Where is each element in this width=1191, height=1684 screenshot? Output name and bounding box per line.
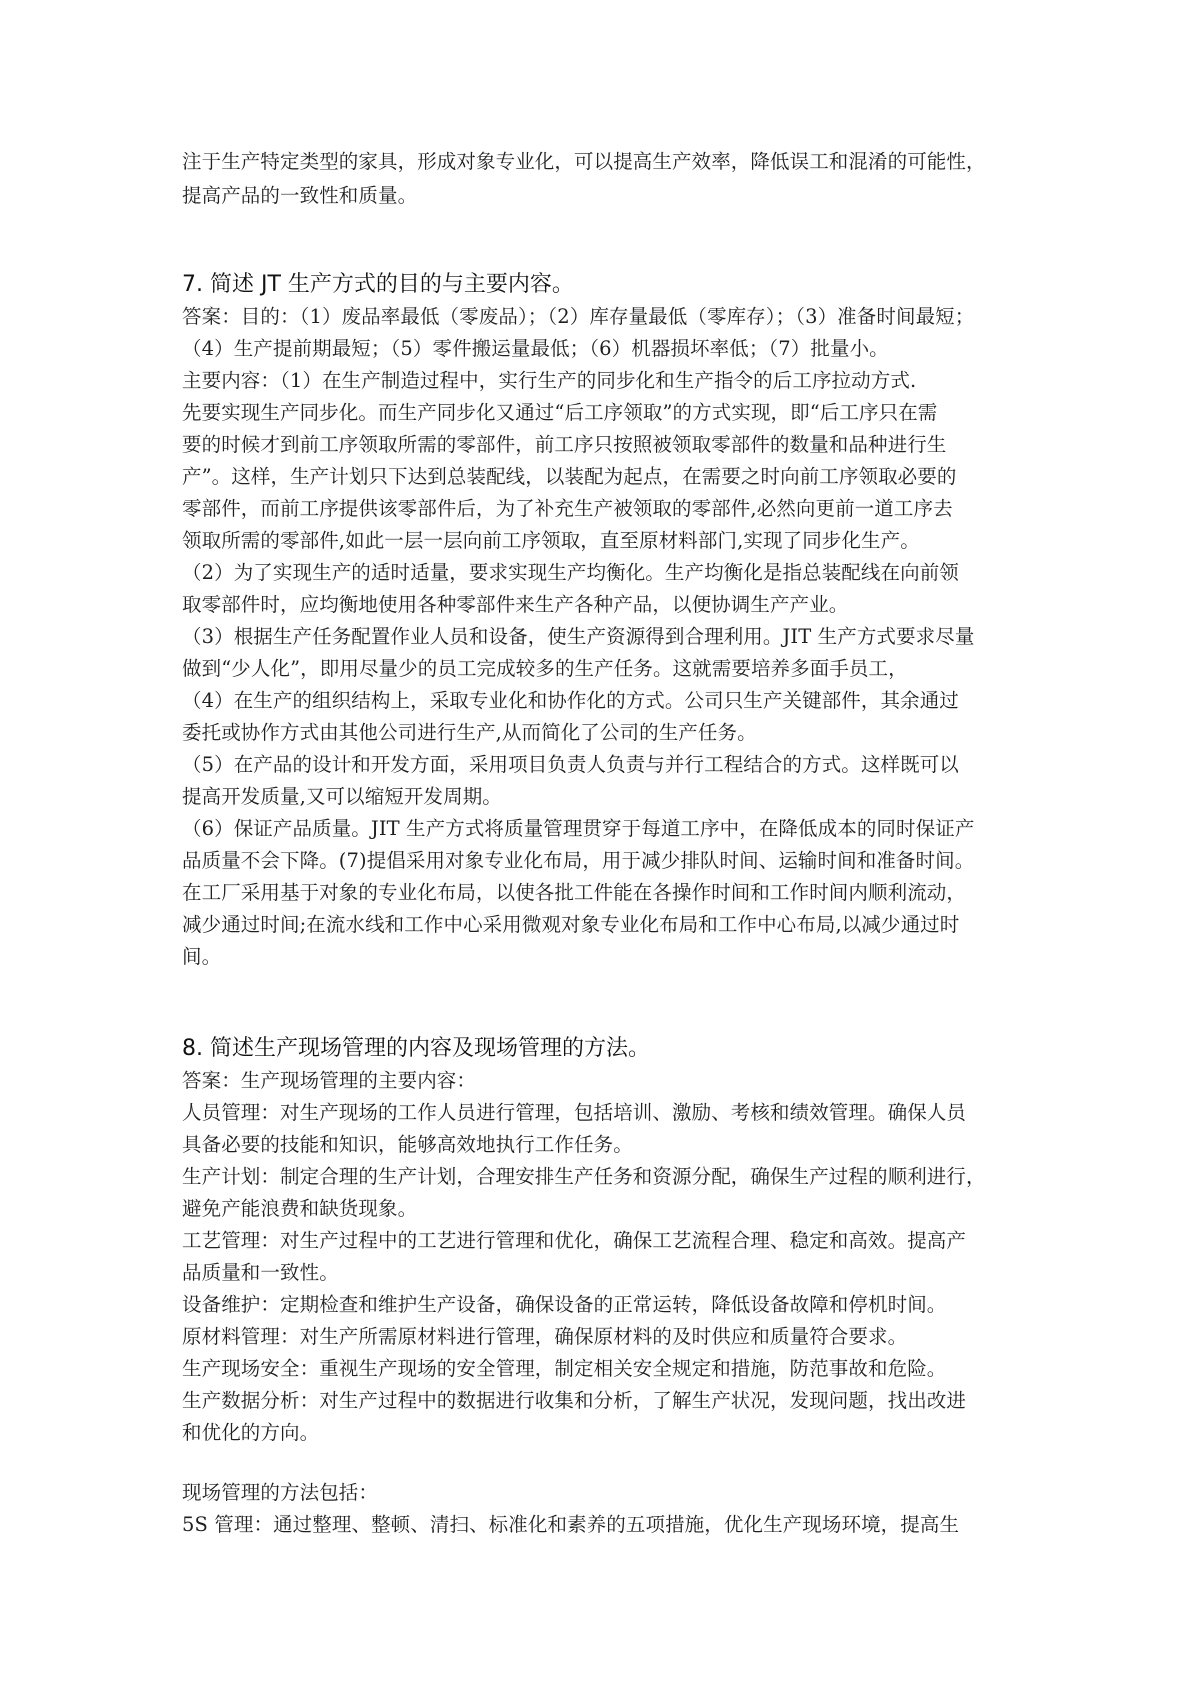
answer-line: 答案：目的：（1）废品率最低（零废品）；（2）库存量最低（零库存）；（3）准备时间最短；: [182, 305, 975, 328]
methods-title: 现场管理的方法包括：: [182, 1481, 379, 1504]
answer-line: 产”。这样，生产计划只下达到总装配线，以装配为起点，在需要之时向前工序领取必要的: [182, 465, 957, 488]
answer-line: 间。: [182, 945, 222, 968]
question-8-heading: 8. 简述生产现场管理的内容及现场管理的方法。: [182, 1036, 650, 1061]
answer-line: （4）生产提前期最短；（5）零件搬运量最低；（6）机器损坏率低；（7）批量小。: [182, 337, 889, 360]
answer-line: 减少通过时间;在流水线和工作中心采用微观对象专业化布局和工作中心布局,以减少通过时: [182, 913, 960, 936]
answer-line: 避免产能浪费和缺货现象。: [182, 1197, 418, 1220]
answer-line: 答案：生产现场管理的主要内容：: [182, 1069, 477, 1092]
answer-line: 生产计划：制定合理的生产计划，合理安排生产任务和资源分配，确保生产过程的顺利进行，: [182, 1165, 986, 1188]
question-7-heading: 7. 简述 JT 生产方式的目的与主要内容。: [182, 272, 574, 297]
answer-line: 做到“少人化”，即用尽量少的员工完成较多的生产任务。这就需要培养多面手员工，: [182, 657, 908, 680]
answer-line: 5S 管理：通过整理、整顿、清扫、标准化和素养的五项措施，优化生产现场环境，提高生: [182, 1513, 960, 1536]
answer-line: 和优化的方向。: [182, 1421, 320, 1444]
paragraph-line: 提高产品的一致性和质量。: [182, 184, 418, 207]
answer-line: （5）在产品的设计和开发方面，采用项目负责人负责与并行工程结合的方式。这样既可以: [182, 753, 959, 776]
answer-line: 要的时候才到前工序领取所需的零部件，前工序只按照被领取零部件的数量和品种进行生: [182, 433, 947, 456]
answer-line: 领取所需的零部件,如此一层一层向前工序领取，直至原材料部门,实现了同步化生产。: [182, 529, 920, 552]
answer-line: 工艺管理：对生产过程中的工艺进行管理和优化，确保工艺流程合理、稳定和高效。提高产: [182, 1229, 967, 1252]
answer-line: 零部件，而前工序提供该零部件后，为了补充生产被领取的零部件,必然向更前一道工序去: [182, 497, 953, 520]
answer-line: 品质量不会下降。(7)提倡采用对象专业化布局，用于减少排队时间、运输时间和准备时间。: [182, 849, 975, 872]
answer-line: （6）保证产品质量。JIT 生产方式将质量管理贯穿于每道工序中，在降低成本的同时保证产: [182, 817, 975, 840]
answer-line: 先要实现生产同步化。而生产同步化又通过“后工序领取”的方式实现，即“后工序只在需: [182, 401, 938, 424]
answer-line: 取零部件时，应均衡地使用各种零部件来生产各种产品，以便协调生产产业。: [182, 593, 849, 616]
answer-line: 具备必要的技能和知识，能够高效地执行工作任务。: [182, 1133, 633, 1156]
answer-line: 原材料管理：对生产所需原材料进行管理，确保原材料的及时供应和质量符合要求。: [182, 1325, 908, 1348]
answer-line: 在工厂采用基于对象的专业化布局，以使各批工件能在各操作时间和工作时间内顺利流动，: [182, 881, 967, 904]
answer-line: 提高开发质量,又可以缩短开发周期。: [182, 785, 502, 808]
answer-line: （2）为了实现生产的适时适量，要求实现生产均衡化。生产均衡化是指总装配线在向前领: [182, 561, 959, 584]
answer-line: （3）根据生产任务配置作业人员和设备，使生产资源得到合理利用。JIT 生产方式要求尽量: [182, 625, 975, 648]
answer-line: 生产数据分析：对生产过程中的数据进行收集和分析，了解生产状况，发现问题，找出改进: [182, 1389, 967, 1412]
answer-line: 委托或协作方式由其他公司进行生产,从而简化了公司的生产任务。: [182, 721, 757, 744]
answer-line: 主要内容：（1）在生产制造过程中，实行生产的同步化和生产指令的后工序拉动方式.: [182, 369, 917, 392]
answer-line: 人员管理：对生产现场的工作人员进行管理，包括培训、激励、考核和绩效管理。确保人员: [182, 1101, 967, 1124]
paragraph-line: 注于生产特定类型的家具，形成对象专业化，可以提高生产效率，降低误工和混淆的可能性，: [182, 150, 986, 173]
answer-line: 设备维护：定期检查和维护生产设备，确保设备的正常运转，降低设备故障和停机时间。: [182, 1293, 947, 1316]
answer-line: 生产现场安全：重视生产现场的安全管理，制定相关安全规定和措施，防范事故和危险。: [182, 1357, 947, 1380]
answer-line: （4）在生产的组织结构上，采取专业化和协作化的方式。公司只生产关键部件，其余通过: [182, 689, 959, 712]
answer-line: 品质量和一致性。: [182, 1261, 339, 1284]
